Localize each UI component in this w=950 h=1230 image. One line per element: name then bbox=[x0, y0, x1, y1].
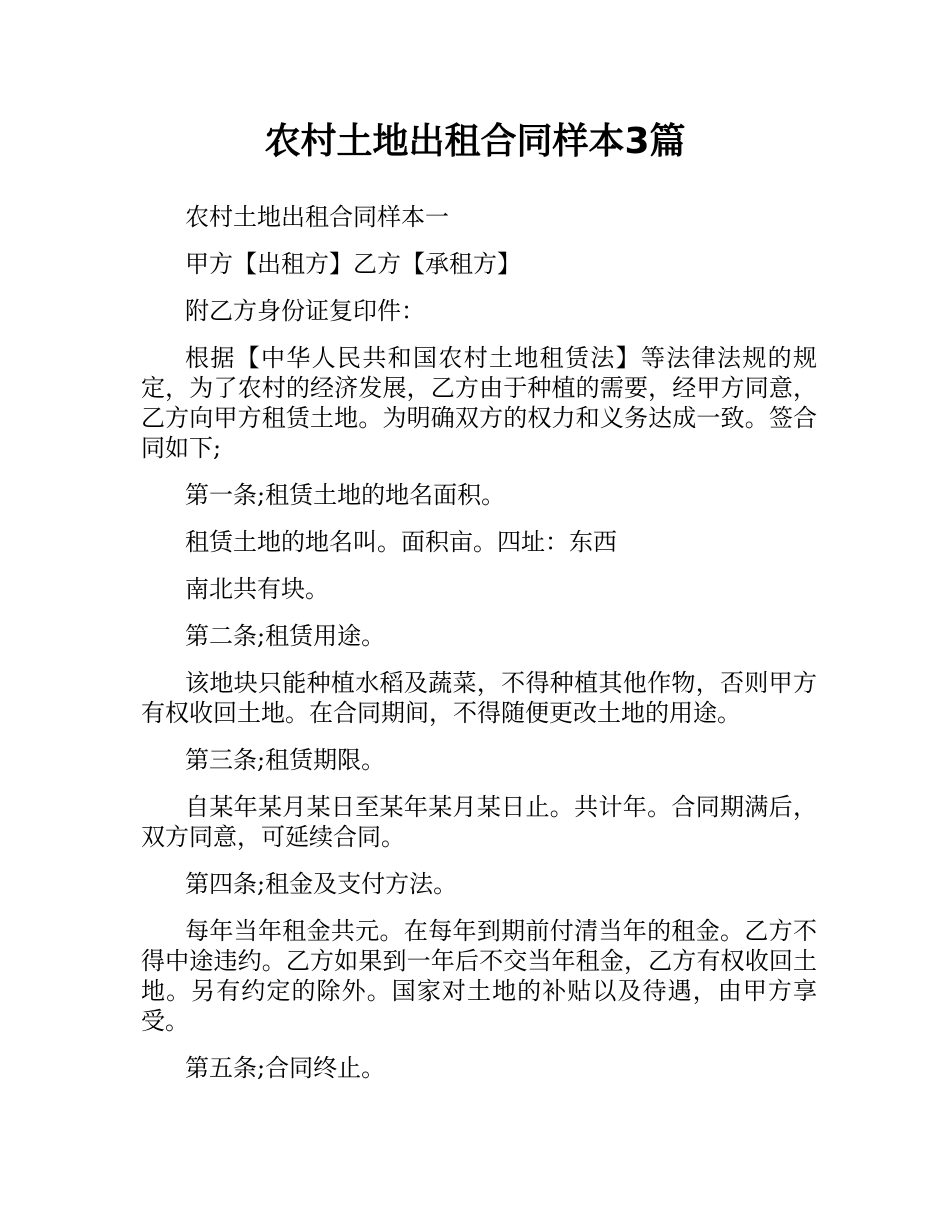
paragraph-article-3-body: 自某年某月某日至某年某月某日止。共计年。合同期满后，双方同意，可延续合同。 bbox=[141, 793, 817, 851]
document-title: 农村土地出租合同样本3篇 bbox=[264, 121, 686, 162]
paragraph-section-heading: 农村土地出租合同样本一 bbox=[185, 203, 449, 231]
paragraph-article-4-heading: 第四条;租金及支付方法。 bbox=[185, 870, 458, 898]
document-body bbox=[141, 202, 817, 1100]
paragraph-article-1-body-cont: 南北共有块。 bbox=[185, 575, 329, 603]
paragraph-article-3-heading: 第三条;租赁期限。 bbox=[185, 746, 386, 774]
paragraph-article-1-heading: 第一条;租赁土地的地名面积。 bbox=[185, 481, 506, 509]
paragraph-article-4-body: 每年当年租金共元。在每年到期前付清当年的租金。乙方不得中途违约。乙方如果到一年后不交当年租金，乙方有权收回土地。另有约定的除外。国家对土地的补贴以及待遇，由甲方享受。 bbox=[141, 917, 817, 1035]
paragraph-article-2-heading: 第二条;租赁用途。 bbox=[185, 622, 386, 650]
paragraph-parties: 甲方【出租方】乙方【承租方】 bbox=[185, 250, 521, 278]
paragraph-article-5-heading: 第五条;合同终止。 bbox=[185, 1054, 386, 1082]
paragraph-article-1-body: 租赁土地的地名叫。面积亩。四址：东西 bbox=[185, 528, 617, 556]
paragraph-preamble: 根据【中华人民共和国农村土地租赁法】等法律法规的规定，为了农村的经济发展，乙方由于种植的需要，经甲方同意，乙方向甲方租赁土地。为明确双方的权力和义务达成一致。签合同如下; bbox=[141, 344, 817, 462]
paragraph-article-2-body: 该地块只能种植水稻及蔬菜，不得种植其他作物，否则甲方有权收回土地。在合同期间，不得随便更改土地的用途。 bbox=[141, 669, 817, 727]
paragraph-id-attachment: 附乙方身份证复印件： bbox=[185, 297, 425, 325]
